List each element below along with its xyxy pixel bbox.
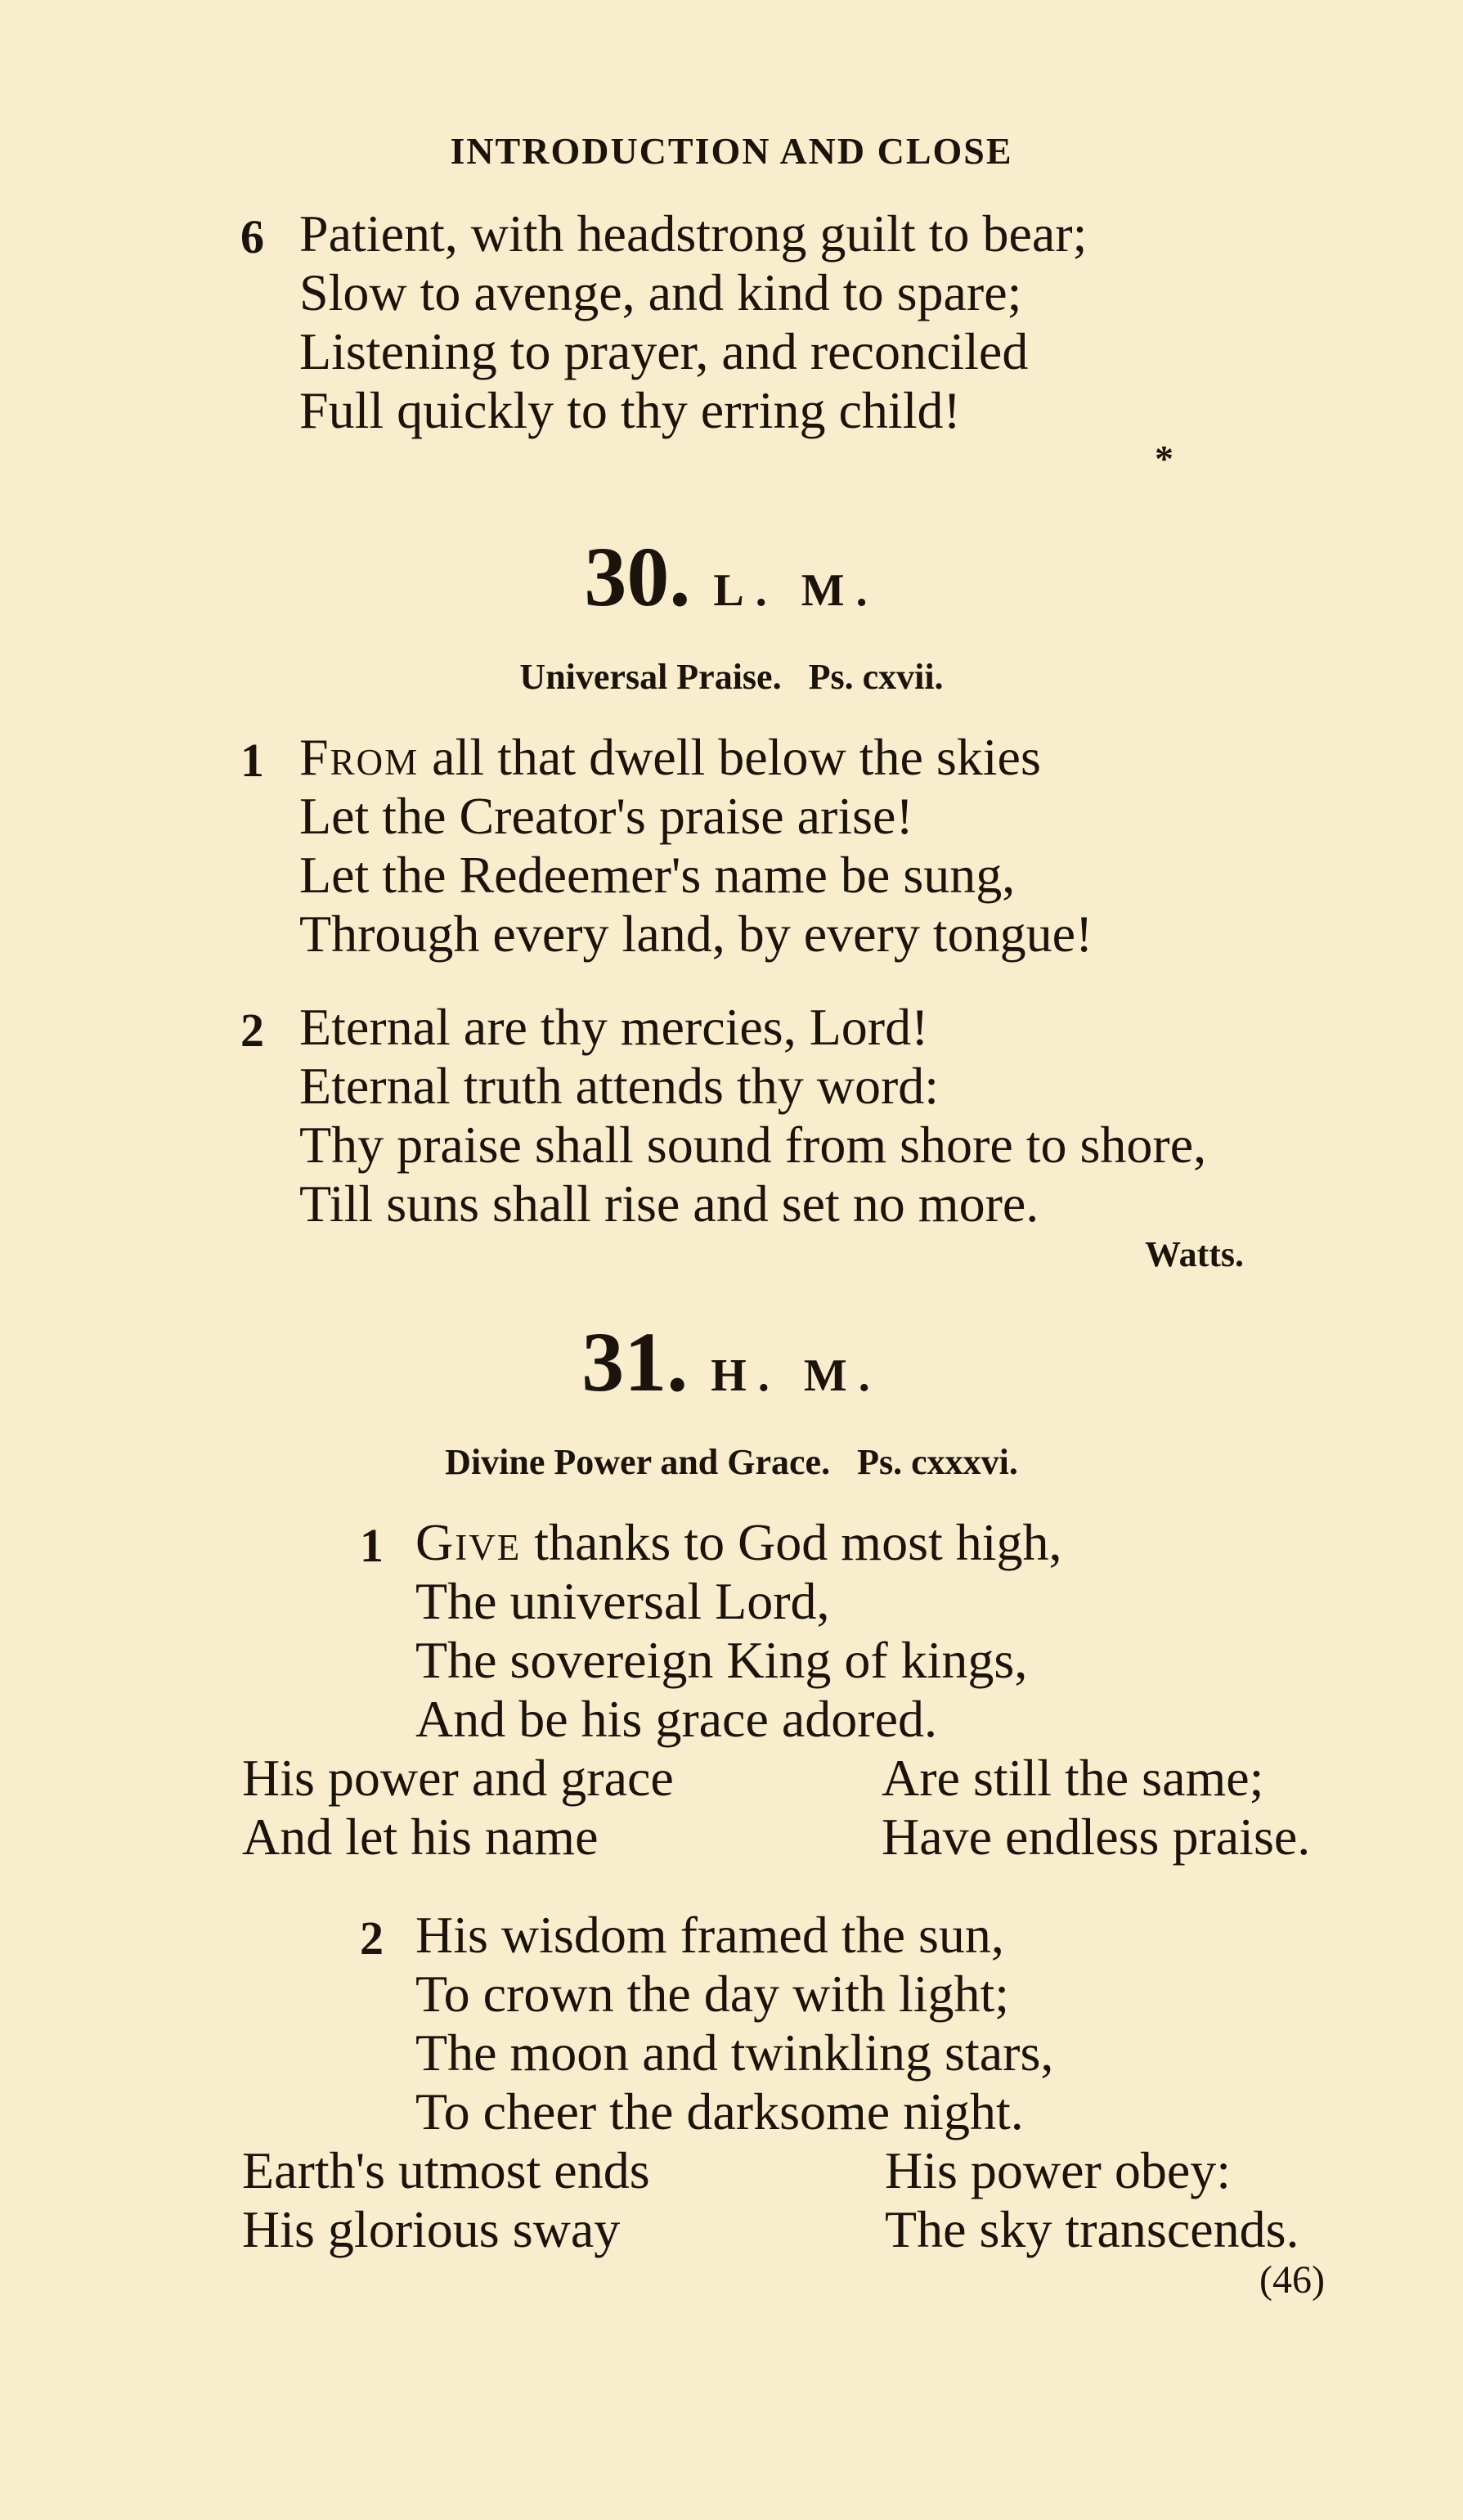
stanza-number: 2 bbox=[240, 1004, 264, 1057]
hymn-30-subtitle: Universal Praise. Ps. cxvii. bbox=[519, 657, 944, 697]
hymn-meter: L. M. bbox=[713, 565, 879, 616]
first-word: Give bbox=[415, 1513, 522, 1571]
verse-line: To crown the day with light; bbox=[415, 1965, 1010, 2023]
verse-line: The sovereign King of kings, bbox=[415, 1631, 1028, 1689]
stanza-number: 1 bbox=[360, 1519, 384, 1572]
verse-line: Let the Redeemer's name be sung, bbox=[299, 846, 1016, 904]
verse-line-first bbox=[299, 728, 1041, 787]
verse-line: Let the Creator's praise arise! bbox=[299, 787, 913, 845]
stanza-number: 2 bbox=[360, 1911, 384, 1965]
refrain-left: His power and grace bbox=[242, 1749, 674, 1807]
verse-line: The universal Lord, bbox=[415, 1572, 830, 1630]
running-header: INTRODUCTION AND CLOSE bbox=[450, 130, 1013, 172]
verse-line: Full quickly to thy erring child! bbox=[299, 381, 961, 439]
hymn-meter: H. M. bbox=[711, 1350, 882, 1401]
hymn-number: 31. bbox=[581, 1315, 689, 1409]
stanza-number: 6 bbox=[240, 210, 264, 263]
hymn-31-title bbox=[0, 1314, 1463, 1411]
stanza-number: 1 bbox=[240, 734, 264, 787]
refrain-left: Earth's utmost ends bbox=[242, 2141, 650, 2199]
end-mark: * bbox=[1155, 438, 1174, 479]
hymn-30-title bbox=[0, 528, 1463, 626]
first-word: From bbox=[299, 728, 420, 786]
refrain-left: And let his name bbox=[242, 1808, 599, 1866]
verse-line: To cheer the darksome night. bbox=[415, 2082, 1024, 2140]
refrain-right: His power obey: bbox=[885, 2141, 1232, 2199]
refrain-right: The sky transcends. bbox=[885, 2200, 1299, 2258]
refrain-right: Have endless praise. bbox=[882, 1808, 1311, 1866]
verse-line-first bbox=[415, 1513, 1062, 1572]
refrain-left: His glorious sway bbox=[242, 2200, 621, 2258]
page-number: (46) bbox=[1259, 2258, 1325, 2302]
verse-line: And be his grace adored. bbox=[415, 1690, 937, 1748]
verse-line: Eternal truth attends thy word: bbox=[299, 1057, 940, 1115]
verse-line: Till suns shall rise and set no more. bbox=[299, 1175, 1039, 1233]
hymn-31-subtitle: Divine Power and Grace. Ps. cxxxvi. bbox=[445, 1442, 1018, 1482]
verse-line: Thy praise shall sound from shore to shore, bbox=[299, 1116, 1207, 1174]
author-credit: Watts. bbox=[1145, 1234, 1244, 1274]
verse-line: Eternal are thy mercies, Lord! bbox=[299, 998, 929, 1056]
first-line-rest: thanks to God most high, bbox=[521, 1513, 1062, 1571]
verse-line: Slow to avenge, and kind to spare; bbox=[299, 263, 1022, 321]
refrain-right: Are still the same; bbox=[882, 1749, 1264, 1807]
hymn-number: 30. bbox=[584, 530, 691, 624]
verse-line: The moon and twinkling stars, bbox=[415, 2024, 1054, 2082]
first-line-rest: all that dwell below the skies bbox=[419, 728, 1041, 786]
verse-line: Patient, with headstrong guilt to bear; bbox=[299, 204, 1088, 263]
verse-line: Listening to prayer, and reconciled bbox=[299, 322, 1029, 380]
verse-line: Through every land, by every tongue! bbox=[299, 905, 1093, 963]
verse-line: His wisdom framed the sun, bbox=[415, 1906, 1004, 1964]
